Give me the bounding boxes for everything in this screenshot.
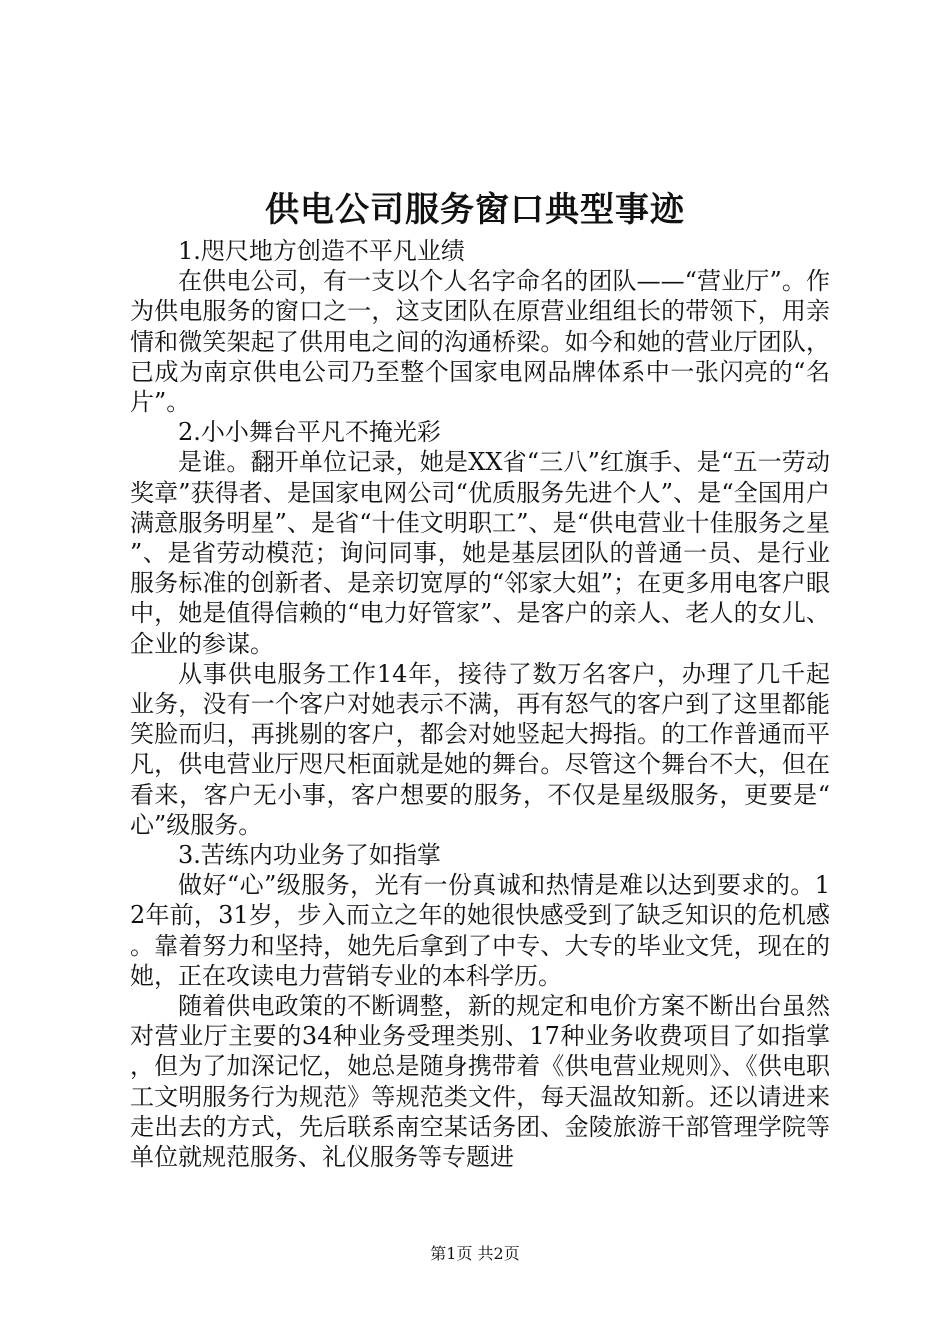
paragraph-1: 在供电公司，有一支以个人名字命名的团队——“营业厅”。作为供电服务的窗口之一，这支团队在原营业组组长的带领下，用亲情和微笑架起了供用电之间的沟通桥梁。如今和她的营业厅团队，已成为南京供电公司乃至整个国家电网品牌体系中一张闪亮的“名片”。	[130, 267, 830, 417]
paragraph-3: 从事供电服务工作14年，接待了数万名客户，办理了几千起业务，没有一个客户对她表示不满，再有怒气的客户到了这里都能笑脸而归，再挑剔的客户，都会对她竖起大拇指。的工作普通而平凡，供电营业厅咫尺柜面就是她的舞台。尽管这个舞台不大，但在看来，客户无小事，客户想要的服务，不仅是星级服务，更要是“心”级服务。	[130, 659, 830, 839]
page-footer: 第1页 共2页	[430, 1244, 520, 1263]
paragraph-4: 做好“心”级服务，光有一份真诚和热情是难以达到要求的。12年前，31岁，步入而立之年的她很快感受到了缺乏知识的危机感。靠着努力和坚持，她先后拿到了中专、大专的毕业文凭，现在的她，正在攻读电力营销专业的本科学历。	[130, 871, 830, 990]
document-body	[130, 236, 830, 1172]
section-heading-2: 2.小小舞台平凡不掩光彩	[178, 418, 441, 447]
section-heading-1: 1.咫尺地方创造不平凡业绩	[178, 237, 465, 265]
section-heading-3: 3.苦练内功业务了如指掌	[178, 841, 441, 870]
paragraph-5: 随着供电政策的不断调整，新的规定和电价方案不断出台虽然对营业厅主要的34种业务受理类别、17种业务收费项目了如指掌，但为了加深记忆，她总是随身携带着《供电营业规则》、《供电职工文明服务行为规范》等规范类文件，每天温故知新。还以请进来走出去的方式，先后联系南空某话务团、金陵旅游干部管理学院等单位就规范服务、礼仪服务等专题进	[130, 992, 830, 1172]
document-title: 供电公司服务窗口典型事迹	[265, 190, 685, 230]
paragraph-2: 是谁。翻开单位记录，她是XX省“三八”红旗手、是“五一劳动奖章”获得者、是国家电网公司“优质服务先进个人”、是“全国用户满意服务明星”、是省“十佳文明职工”、是“供电营业十佳服务之星”、是省劳动模范；询问同事，她是基层团队的普通一员、是行业服务标准的创新者、是亲切宽厚的“邻家大姐”；在更多用电客户眼中，她是值得信赖的“电力好管家”、是客户的亲人、老人的女儿、企业的参谋。	[130, 448, 830, 658]
